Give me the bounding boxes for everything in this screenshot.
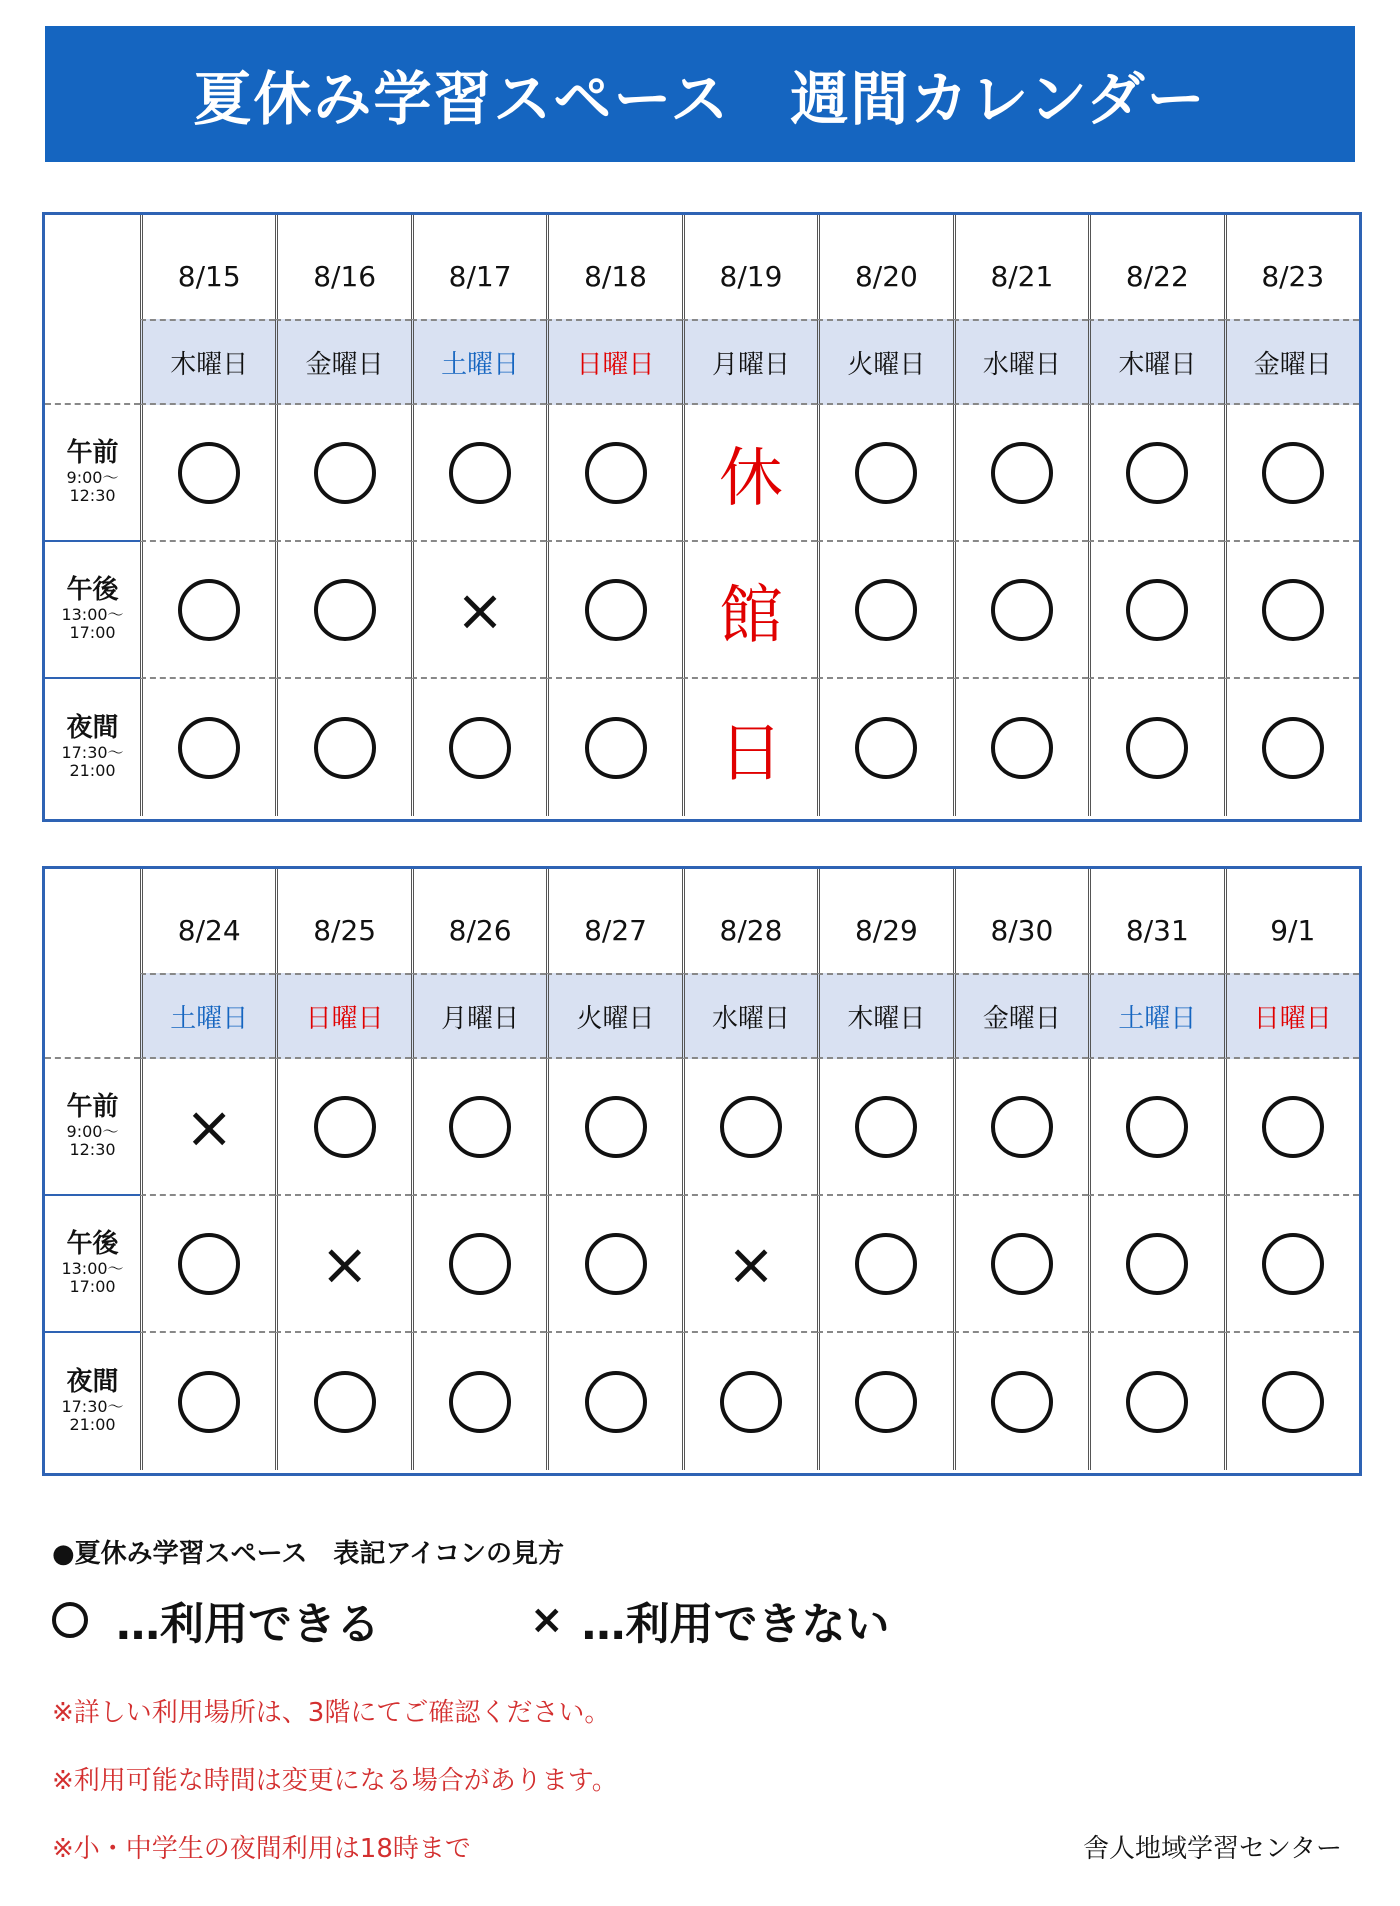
available-circle-icon bbox=[449, 717, 511, 779]
availability-cell bbox=[275, 1333, 410, 1470]
available-circle-icon bbox=[52, 1602, 88, 1638]
availability-cell bbox=[546, 1196, 681, 1333]
date-cell: 8/28 bbox=[682, 869, 817, 973]
available-circle-icon bbox=[585, 1233, 647, 1295]
date-cell: 8/27 bbox=[546, 869, 681, 973]
availability-cell bbox=[275, 542, 410, 679]
availability-cell bbox=[546, 679, 681, 816]
weekday-cell: 火曜日 bbox=[546, 973, 681, 1059]
date-cell: 8/25 bbox=[275, 869, 410, 973]
availability-cell bbox=[682, 679, 817, 816]
available-circle-icon bbox=[585, 717, 647, 779]
availability-cell bbox=[953, 1333, 1088, 1470]
available-circle-icon bbox=[314, 579, 376, 641]
available-circle-icon bbox=[314, 442, 376, 504]
calendar-week-1 bbox=[42, 212, 1362, 822]
available-circle-icon bbox=[991, 1096, 1053, 1158]
slot-start-time: 17:30〜 bbox=[61, 743, 124, 763]
availability-cell bbox=[411, 405, 546, 542]
slot-end-time: 12:30 bbox=[69, 486, 116, 506]
time-slot-label bbox=[45, 1059, 140, 1196]
available-circle-icon bbox=[178, 1371, 240, 1433]
weekday-cell: 木曜日 bbox=[1088, 319, 1223, 405]
date-cell: 8/24 bbox=[140, 869, 275, 973]
date-cell: 8/22 bbox=[1088, 215, 1223, 319]
available-circle-icon bbox=[1126, 1371, 1188, 1433]
availability-cell bbox=[140, 1059, 275, 1196]
date-cell: 8/29 bbox=[817, 869, 952, 973]
availability-cell bbox=[140, 1196, 275, 1333]
slot-name: 午後 bbox=[66, 1229, 119, 1260]
unavailable-cross-icon: × bbox=[184, 1092, 234, 1161]
availability-cell bbox=[817, 679, 952, 816]
availability-cell bbox=[1088, 1059, 1223, 1196]
weekday-cell: 日曜日 bbox=[275, 973, 410, 1059]
weekday-cell: 月曜日 bbox=[682, 319, 817, 405]
available-circle-icon bbox=[1126, 717, 1188, 779]
availability-cell bbox=[1224, 405, 1359, 542]
date-cell: 8/19 bbox=[682, 215, 817, 319]
available-circle-icon bbox=[585, 579, 647, 641]
available-circle-icon bbox=[585, 1371, 647, 1433]
availability-cell bbox=[140, 679, 275, 816]
available-circle-icon bbox=[178, 442, 240, 504]
slot-start-time: 17:30〜 bbox=[61, 1397, 124, 1417]
slot-name: 午前 bbox=[66, 438, 119, 469]
weekday-cell: 木曜日 bbox=[817, 973, 952, 1059]
date-cell: 8/18 bbox=[546, 215, 681, 319]
slot-name: 夜間 bbox=[66, 1367, 119, 1398]
available-circle-icon bbox=[449, 1096, 511, 1158]
availability-cell bbox=[817, 1333, 952, 1470]
date-cell: 9/1 bbox=[1224, 869, 1359, 973]
slot-start-time: 9:00〜 bbox=[66, 1122, 119, 1142]
availability-cell bbox=[1088, 1196, 1223, 1333]
weekday-cell: 金曜日 bbox=[275, 319, 410, 405]
page-title: 夏休み学習スペース 週間カレンダー bbox=[45, 26, 1355, 162]
time-slot-label bbox=[45, 1196, 140, 1333]
availability-cell bbox=[682, 1196, 817, 1333]
corner-cell bbox=[45, 215, 140, 405]
availability-cell bbox=[546, 1059, 681, 1196]
availability-cell bbox=[953, 679, 1088, 816]
weekday-cell: 金曜日 bbox=[953, 973, 1088, 1059]
slot-end-time: 21:00 bbox=[69, 761, 116, 781]
availability-cell bbox=[411, 679, 546, 816]
available-circle-icon bbox=[855, 1096, 917, 1158]
date-cell: 8/16 bbox=[275, 215, 410, 319]
legend-available-text: …利用できる bbox=[116, 1599, 380, 1650]
unavailable-cross-icon: × bbox=[320, 1229, 369, 1298]
availability-cell bbox=[682, 405, 817, 542]
unavailable-cross-icon: × bbox=[726, 1229, 776, 1298]
available-circle-icon bbox=[1262, 442, 1324, 504]
available-circle-icon bbox=[720, 1371, 782, 1433]
legend-title: ●夏休み学習スペース 表記アイコンの見方 bbox=[52, 1539, 565, 1569]
calendar-grid bbox=[45, 869, 1359, 1473]
available-circle-icon bbox=[178, 1233, 240, 1295]
date-cell: 8/17 bbox=[411, 215, 546, 319]
available-circle-icon bbox=[855, 1233, 917, 1295]
weekday-cell: 日曜日 bbox=[1224, 973, 1359, 1059]
slot-name: 午前 bbox=[66, 1092, 119, 1123]
weekday-cell: 水曜日 bbox=[682, 973, 817, 1059]
available-circle-icon bbox=[314, 1096, 376, 1158]
calendar-week-2 bbox=[42, 866, 1362, 1476]
availability-cell bbox=[1088, 405, 1223, 542]
available-circle-icon bbox=[314, 1371, 376, 1433]
time-slot-label bbox=[45, 405, 140, 542]
available-circle-icon bbox=[449, 1233, 511, 1295]
slot-name: 夜間 bbox=[66, 713, 119, 744]
available-circle-icon bbox=[314, 717, 376, 779]
calendar-grid bbox=[45, 215, 1359, 819]
unavailable-cross-icon: × bbox=[455, 575, 505, 644]
availability-cell bbox=[411, 1059, 546, 1196]
weekday-cell: 日曜日 bbox=[546, 319, 681, 405]
slot-end-time: 17:00 bbox=[69, 1277, 116, 1297]
legend bbox=[52, 1588, 890, 1652]
time-slot-label bbox=[45, 542, 140, 679]
available-circle-icon bbox=[1262, 1096, 1324, 1158]
slot-end-time: 17:00 bbox=[69, 623, 116, 643]
date-cell: 8/31 bbox=[1088, 869, 1223, 973]
availability-cell bbox=[275, 405, 410, 542]
date-cell: 8/15 bbox=[140, 215, 275, 319]
available-circle-icon bbox=[855, 1371, 917, 1433]
available-circle-icon bbox=[1262, 579, 1324, 641]
available-circle-icon bbox=[855, 579, 917, 641]
available-circle-icon bbox=[1126, 1233, 1188, 1295]
available-circle-icon bbox=[991, 1371, 1053, 1433]
available-circle-icon bbox=[991, 442, 1053, 504]
weekday-cell: 火曜日 bbox=[817, 319, 952, 405]
availability-cell bbox=[546, 1333, 681, 1470]
date-cell: 8/23 bbox=[1224, 215, 1359, 319]
availability-cell bbox=[953, 542, 1088, 679]
available-circle-icon bbox=[1126, 1096, 1188, 1158]
unavailable-cross-icon: × bbox=[530, 1597, 564, 1643]
weekday-cell: 土曜日 bbox=[411, 319, 546, 405]
available-circle-icon bbox=[991, 717, 1053, 779]
availability-cell bbox=[953, 405, 1088, 542]
weekday-cell: 金曜日 bbox=[1224, 319, 1359, 405]
availability-cell bbox=[1088, 542, 1223, 679]
available-circle-icon bbox=[585, 442, 647, 504]
availability-cell bbox=[953, 1059, 1088, 1196]
slot-end-time: 21:00 bbox=[69, 1415, 116, 1435]
available-circle-icon bbox=[178, 579, 240, 641]
slot-name: 午後 bbox=[66, 575, 119, 606]
note-time-change: ※利用可能な時間は変更になる場合があります。 bbox=[52, 1766, 618, 1796]
available-circle-icon bbox=[1262, 1233, 1324, 1295]
availability-cell bbox=[817, 1196, 952, 1333]
available-circle-icon bbox=[1262, 1371, 1324, 1433]
availability-cell bbox=[140, 1333, 275, 1470]
time-slot-label bbox=[45, 1333, 140, 1470]
available-circle-icon bbox=[855, 717, 917, 779]
slot-start-time: 13:00〜 bbox=[61, 1259, 124, 1279]
availability-cell bbox=[817, 405, 952, 542]
available-circle-icon bbox=[449, 1371, 511, 1433]
organization-name: 舎人地域学習センター bbox=[1083, 1834, 1342, 1864]
weekday-cell: 木曜日 bbox=[140, 319, 275, 405]
time-slot-label bbox=[45, 679, 140, 816]
availability-cell bbox=[682, 1333, 817, 1470]
availability-cell bbox=[411, 542, 546, 679]
date-cell: 8/20 bbox=[817, 215, 952, 319]
weekday-cell: 土曜日 bbox=[1088, 973, 1223, 1059]
availability-cell bbox=[817, 1059, 952, 1196]
availability-cell bbox=[275, 1196, 410, 1333]
slot-start-time: 9:00〜 bbox=[66, 468, 119, 488]
availability-cell bbox=[1224, 1196, 1359, 1333]
availability-cell bbox=[140, 542, 275, 679]
availability-cell bbox=[1224, 1059, 1359, 1196]
weekday-cell: 月曜日 bbox=[411, 973, 546, 1059]
date-cell: 8/26 bbox=[411, 869, 546, 973]
weekday-cell: 水曜日 bbox=[953, 319, 1088, 405]
available-circle-icon bbox=[1126, 442, 1188, 504]
available-circle-icon bbox=[449, 442, 511, 504]
closed-day-text: 休 bbox=[718, 441, 783, 516]
available-circle-icon bbox=[1262, 717, 1324, 779]
closed-day-text: 館 bbox=[718, 578, 783, 653]
note-location: ※詳しい利用場所は、3階にてご確認ください。 bbox=[52, 1698, 611, 1728]
available-circle-icon bbox=[178, 717, 240, 779]
availability-cell bbox=[546, 405, 681, 542]
date-cell: 8/30 bbox=[953, 869, 1088, 973]
availability-cell bbox=[546, 542, 681, 679]
available-circle-icon bbox=[720, 1096, 782, 1158]
availability-cell bbox=[411, 1333, 546, 1470]
weekday-cell: 土曜日 bbox=[140, 973, 275, 1059]
availability-cell bbox=[275, 679, 410, 816]
availability-cell bbox=[275, 1059, 410, 1196]
availability-cell bbox=[411, 1196, 546, 1333]
available-circle-icon bbox=[585, 1096, 647, 1158]
availability-cell bbox=[682, 542, 817, 679]
closed-day-text: 日 bbox=[718, 716, 783, 791]
availability-cell bbox=[140, 405, 275, 542]
available-circle-icon bbox=[991, 579, 1053, 641]
slot-end-time: 12:30 bbox=[69, 1140, 116, 1160]
date-cell: 8/21 bbox=[953, 215, 1088, 319]
available-circle-icon bbox=[855, 442, 917, 504]
legend-unavailable-text: …利用できない bbox=[581, 1599, 890, 1650]
corner-cell bbox=[45, 869, 140, 1059]
available-circle-icon bbox=[1126, 579, 1188, 641]
available-circle-icon bbox=[991, 1233, 1053, 1295]
availability-cell bbox=[1224, 1333, 1359, 1470]
note-student-night: ※小・中学生の夜間利用は18時まで bbox=[52, 1834, 471, 1864]
availability-cell bbox=[1224, 679, 1359, 816]
availability-cell bbox=[1088, 1333, 1223, 1470]
availability-cell bbox=[1224, 542, 1359, 679]
availability-cell bbox=[953, 1196, 1088, 1333]
availability-cell bbox=[817, 542, 952, 679]
availability-cell bbox=[1088, 679, 1223, 816]
slot-start-time: 13:00〜 bbox=[61, 605, 124, 625]
availability-cell bbox=[682, 1059, 817, 1196]
